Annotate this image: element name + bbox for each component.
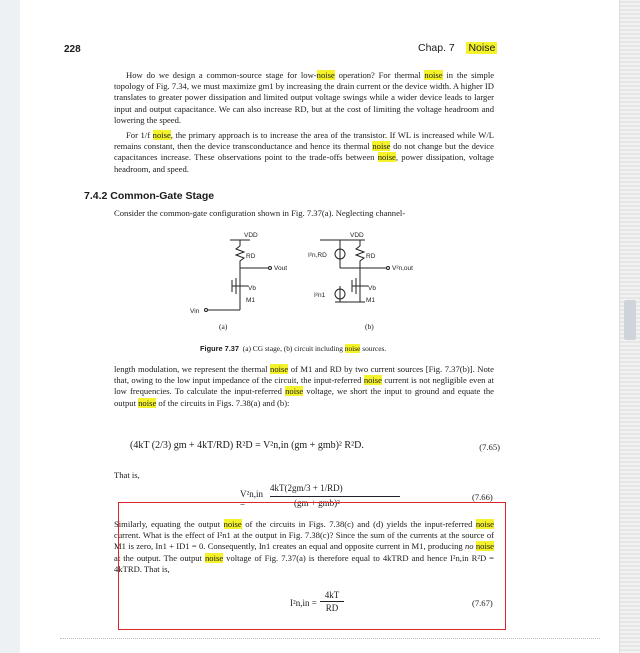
m1-label-b: M1 [366, 297, 376, 304]
search-hit[interactable]: noise [475, 519, 494, 529]
rd-label-b: RD [366, 253, 376, 260]
vb-label-a: Vb [248, 285, 256, 292]
search-hit[interactable]: noise [475, 541, 494, 552]
equation-7-67: I²n,in = 4kT RD [290, 590, 360, 618]
paragraph-cg-intro: Consider the common-gate configuration shown in Fig. 7.37(a). Neglecting channel- [114, 208, 406, 218]
paragraph-thermal-noise-sources: length modulation, we represent the thermal noise of M1 and RD by two current sources [Fig. 7.37(b)]. Note that, owing to the low input impedance of the circuit, the input-referred noise current is not negligible even at low frequencies. To calculate the input-referred noise voltage, we short the input to ground and equate the output noise of the circuits in Figs. 7.38(a) and (b): [114, 364, 494, 408]
m1-label-a: M1 [246, 297, 256, 304]
search-hit[interactable]: noise [152, 130, 171, 140]
vin-label-a: Vin [190, 308, 200, 315]
equation-7-65: (4kT (2/3) gm + 4kT/RD) R²D = V²n,in (gm + gmb)² R²D. (7.65) [130, 440, 500, 452]
inrd-label-b: I²n,RD [308, 252, 327, 259]
rd-label-a: RD [246, 253, 256, 260]
vb-label-b: Vb [368, 285, 376, 292]
page-bottom-divider [60, 638, 600, 639]
vdd-label-a: VDD [244, 232, 258, 239]
search-hit[interactable]: noise [285, 386, 304, 397]
subfigure-label-a: (a) [219, 322, 228, 331]
search-hit[interactable]: noise [344, 344, 361, 353]
equation-number: (7.65) [479, 442, 500, 452]
document-page: 228 Chap. 7 Noise How do we design a common-source stage for low-noise operation? For thermal noise in the simple topology of Fig. 7.34, we must maximize gm1 by increasing the drain current or the device width. A higher ID translates to greater power dissipation and limited output voltage swings while a wider device leads to larger input and output capacitance. We can also increase RD, but at the cost of limiting the voltage headroom and lowering the speed. For 1/f noise, the primary approach is to increase the area of the transistor. If WL is increased while W/L remains constant, then the device transconductance and hence its thermal noise do not change but the device capacitances increase. These observations point to the trade-offs between noise, power dissipation, voltage headroom, and speed. 7.4.2 Common-Gate Stage Consider the common-gate configuration shown in Fig. 7.37(a). Neglecting channel- VDD RD Vout Vb M1 Vin VDD RD I²n,RD V²n,out Vb M1 I²n1 (a) (b) Figure 7.37 (a) CG stage, (b) circuit including noise sources. length modulation, we represent the thermal noise of M1 and RD by two current sources [Fig. 7.37(b)]. Note that, owing to the low input impedance of the circuit, the input-referred noise current is not negligible even at low frequencies. To calculate the input-referred noise voltage, we short the input to ground and equate the output noise of the circuits in Figs. 7.38(a) and (b): (4kT (2/3) gm + 4kT/RD) R²D = V²n,in (gm + gmb)² R²D. (7.65) That is, V²n,in = 4kT(2gm/3 + 1/RD) (gm + gmb)² (7.66) Similarly, equating the output noise of the circuits in Figs. 7.38(c) and (d) yields the input-referred noise current. What is the effect of I²n1 at the output in Fig. 7.38(c)? Since the sum of the currents at the source of M1 is zero, In1 + ID1 = 0. Consequently, In1 creates an equal and opposite current in M1, producing no noise at the output. The output noise voltage of Fig. 7.37(a) is therefore equal to 4kTRD and hence I²n,in R²D = 4kTRD. That is, I²n,in = 4kT RD (7.67) [20, 0, 618, 653]
scrollbar-thumb[interactable] [624, 300, 636, 340]
paragraph-design-low-noise: How do we design a common-source stage for low-noise operation? For thermal noise in the simple topology of Fig. 7.34, we must maximize gm1 by increasing the drain current or the device width. A higher ID translates to greater power dissipation and limited output voltage swings while a wider device leads to larger input and output capacitance. We can also increase RD, but at the cost of limiting the voltage headroom and lowering the speed. [114, 70, 495, 125]
selection-box[interactable] [118, 502, 506, 630]
figure-caption: Figure 7.37 (a) CG stage, (b) circuit including noise sources. [200, 344, 387, 353]
circuit-figure [190, 230, 440, 325]
that-is-text: That is, [114, 470, 140, 480]
in1-label-b: I²n1 [314, 292, 326, 299]
vout-label-a: Vout [274, 265, 288, 272]
search-hit[interactable]: noise [316, 70, 335, 80]
section-heading: 7.4.2 Common-Gate Stage [84, 190, 215, 202]
subfigure-label-b: (b) [365, 322, 374, 331]
search-hit[interactable]: noise [372, 141, 391, 152]
vertical-scrollbar[interactable] [619, 0, 640, 653]
search-hit[interactable]: noise [223, 519, 242, 529]
vnout-label-b: V²n,out [392, 265, 413, 272]
search-hit[interactable]: noise [363, 375, 382, 386]
vdd-label-b: VDD [350, 232, 364, 239]
viewer-left-margin [0, 0, 21, 653]
chapter-label: Chap. 7 [418, 42, 455, 54]
running-header [418, 42, 497, 54]
equation-number: (7.66) [472, 492, 493, 502]
page-number: 228 [64, 44, 81, 55]
chapter-title-highlight[interactable]: Noise [468, 42, 496, 54]
equation-number: (7.67) [472, 598, 493, 608]
search-hit[interactable]: noise [205, 552, 224, 563]
paragraph-input-referred-current: Similarly, equating the output noise of the circuits in Figs. 7.38(c) and (d) yields the input-referred noise current. What is the effect of I²n1 at the output in Fig. 7.38(c)? Since the sum of the currents at the source of M1 is zero, In1 + ID1 = 0. Consequently, In1 creates an equal and opposite current in M1, producing no noise at the output. The output noise voltage of Fig. 7.37(a) is therefore equal to 4kTRD and hence I²n,in R²D = 4kTRD. That is, [114, 519, 494, 574]
paragraph-flicker-noise: For 1/f noise, the primary approach is to increase the area of the transistor. If WL is increased while W/L remains constant, then the device transconductance and hence its thermal noise do not change but the device capacitances increase. These observations point to the trade-offs between noise, power dissipation, voltage headroom, and speed. [114, 130, 495, 174]
search-hit[interactable]: noise [377, 152, 396, 163]
search-hit[interactable]: noise [138, 397, 157, 408]
search-hit[interactable]: noise [270, 364, 289, 374]
search-hit[interactable]: noise [424, 70, 443, 80]
